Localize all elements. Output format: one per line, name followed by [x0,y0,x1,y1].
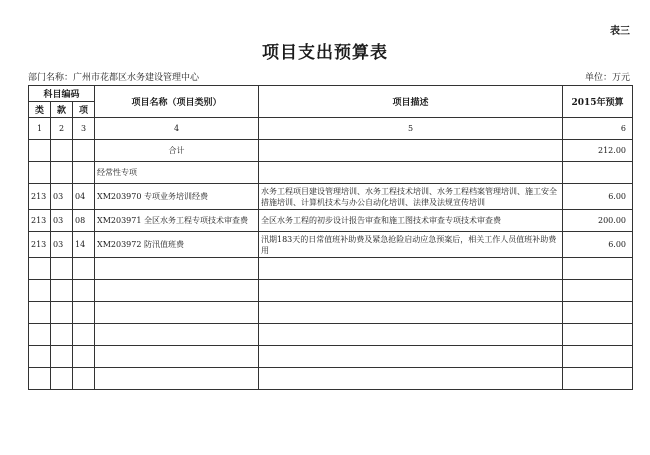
corner-label: 表三 [610,26,630,37]
project-desc-cell: 全区水务工程的初步设计报告审查和施工图技术审查专项技术审查费 [259,210,563,232]
category-label: 经常性专项 [95,162,259,184]
kuan-header: 款 [51,102,73,118]
budget-cell: 200.00 [563,210,633,232]
subject-code-header: 科目编码 [29,86,95,102]
lei-cell: 213 [29,232,51,258]
category-row [29,162,633,184]
project-name-cell: XM203972 防汛值班费 [95,232,259,258]
xiang-cell: 08 [73,210,95,232]
unit-label: 单位：万元 [584,73,630,83]
budget-cell: 6.00 [563,184,633,210]
empty-row [29,280,633,302]
total-label: 合计 [95,140,259,162]
column-number: 6 [563,118,633,140]
empty-row [29,258,633,280]
xiang-header: 项 [73,102,95,118]
budget-cell: 6.00 [563,232,633,258]
total-row [29,140,633,162]
column-number: 1 [29,118,51,140]
column-number: 5 [259,118,563,140]
kuan-cell: 03 [51,210,73,232]
empty-row [29,368,633,390]
project-name-cell: XM203970 专项业务培训经费 [95,184,259,210]
column-number: 2 [51,118,73,140]
column-number: 4 [95,118,259,140]
project-name-cell: XM203971 全区水务工程专项技术审查费 [95,210,259,232]
project-desc-header: 项目描述 [259,86,563,118]
budget-table [28,85,633,390]
xiang-cell: 14 [73,232,95,258]
column-number-row [29,118,633,140]
page-title: 项目支出预算表 [262,43,388,63]
project-desc-cell: 水务工程项目建设管理培训、水务工程技术培训、水务工程档案管理培训、施工安全措施培训、计算机技术与办公自动化培训、法律及法规宣传培训 [259,184,563,210]
empty-row [29,302,633,324]
empty-row [29,324,633,346]
empty-row [29,346,633,368]
lei-header: 类 [29,102,51,118]
department-name: 部门名称：广州市花都区水务建设管理中心 [28,73,200,83]
kuan-cell: 03 [51,232,73,258]
table-row [29,232,633,258]
total-value: 212.00 [563,140,633,162]
budget-header: 2015年预算 [563,86,633,118]
table-row [29,210,633,232]
kuan-cell: 03 [51,184,73,210]
xiang-cell: 04 [73,184,95,210]
table-row [29,184,633,210]
lei-cell: 213 [29,184,51,210]
column-number: 3 [73,118,95,140]
lei-cell: 213 [29,210,51,232]
project-desc-cell: 汛期183天的日常值班补助费及紧急抢险启动应急预案后，相关工作人员值班补助费用 [259,232,563,258]
project-name-header: 项目名称（项目类别） [95,86,259,118]
